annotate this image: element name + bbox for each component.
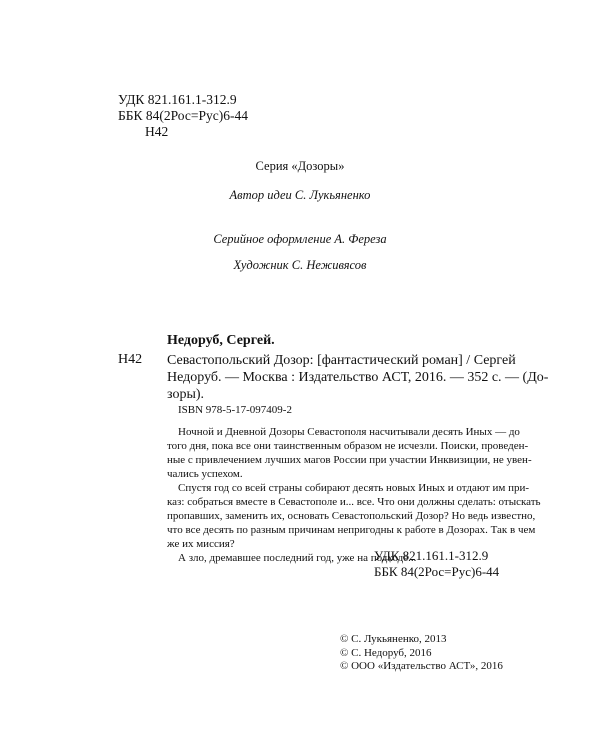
annotation-line: пропавших, заменить их, основать Севастопольский Дозор? Но ведь известно, — [167, 510, 536, 522]
udk-code: УДК 821.161.1-312.9 — [118, 92, 237, 107]
bbk-code: ББК 84(2Рос=Рус)6-44 — [118, 108, 248, 123]
annotation-line: ные с привлечением лучших магов России при участии Инквизиции, не увен- — [167, 454, 532, 466]
classification-codes-bottom — [374, 548, 499, 580]
copyright-line: © С. Лукьяненко, 2013 — [340, 633, 447, 645]
author-mark-code: Н42 — [145, 124, 169, 139]
record-line: зоры). — [167, 387, 205, 402]
copyright-line: © ООО «Издательство АСТ», 2016 — [340, 660, 503, 672]
artist-credit: Художник С. Неживясов — [233, 258, 367, 272]
record-author-mark: Н42 — [118, 352, 143, 367]
annotation-line: что все десять по разным причинам непригодны к работе в Дозорах. Так в чем — [167, 524, 536, 536]
annotation-paragraph — [167, 425, 532, 481]
record-line: Севастопольский Дозор: [фантастический роман] / Сергей — [167, 353, 516, 368]
annotation-line: каз: собраться вместе в Севастополе и... все. Что они должны сделать: отыскать — [167, 496, 541, 508]
idea-author-credit: Автор идеи С. Лукьяненко — [229, 188, 371, 202]
series-title: Серия «Дозоры» — [255, 159, 345, 173]
record-line: Недоруб. — Москва : Издательство АСТ, 2016. — 352 с. — (До- — [167, 370, 549, 385]
bibliographic-description — [167, 352, 549, 403]
isbn: ISBN 978-5-17-097409-2 — [178, 404, 292, 416]
annotation-line: же их миссия? — [167, 538, 235, 550]
annotation-line: А зло, дремавшее последний год, уже на подходе... — [178, 552, 417, 564]
record-author: Недоруб, Сергей. — [167, 333, 275, 348]
annotation-paragraph — [167, 481, 541, 551]
annotation-line: чались успехом. — [167, 468, 243, 480]
annotation-line: Спустя год со всей страны собирают десять новых Иных и отдают им при- — [178, 482, 530, 494]
copyright-block — [340, 633, 503, 674]
annotation-line: того дня, пока все они таинственным образом не исчезли. Поиски, проведен- — [167, 440, 529, 452]
udk-code: УДК 821.161.1-312.9 — [374, 548, 489, 563]
bbk-code: ББК 84(2Рос=Рус)6-44 — [374, 564, 500, 579]
copyright-line: © С. Недоруб, 2016 — [340, 646, 432, 659]
annotation — [167, 425, 541, 565]
annotation-line: Ночной и Дневной Дозоры Севастополя насчитывали десять Иных — до — [178, 426, 520, 438]
classification-codes-top — [118, 92, 248, 140]
cover-design-credit: Серийное оформление А. Фереза — [213, 232, 387, 246]
